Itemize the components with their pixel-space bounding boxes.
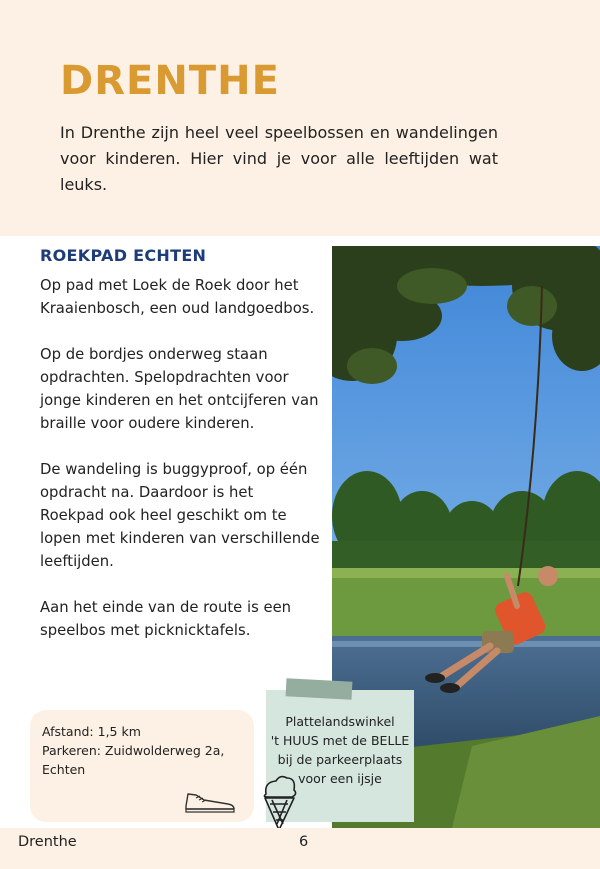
section-title: ROEKPAD ECHTEN	[40, 246, 207, 265]
section-body	[40, 274, 320, 665]
body-paragraph: Aan het einde van de route is een speelbos met picknicktafels.	[40, 599, 292, 639]
body-paragraph: De wandeling is buggyproof, op één opdracht na. Daardoor is het Roekpad ook heel geschikt om te lopen met kinderen van verschillende leeftijden.	[40, 461, 320, 570]
header-band	[0, 0, 600, 236]
info-parking: Parkeren: Zuidwolderweg 2a,	[42, 743, 225, 758]
info-place: Echten	[42, 762, 86, 777]
note-line: bij de parkeerplaats	[277, 752, 403, 767]
intro-text: In Drenthe zijn heel veel speelbossen en wandelingen voor kinderen. Hier vind je voor alle leeftijden wat leuks.	[60, 123, 498, 194]
note-line: voor een ijsje	[298, 771, 382, 786]
ice-cream-icon	[256, 772, 302, 834]
page-title: DRENTHE	[60, 58, 280, 104]
body-paragraph: Op pad met Loek de Roek door het Kraaienbosch, een oud landgoedbos.	[40, 277, 315, 317]
page-number: 6	[299, 834, 309, 850]
note-line: 't HUUS met de BELLE	[270, 733, 410, 748]
body-paragraph: Op de bordjes onderweg staan opdrachten. Spelopdrachten voor jonge kinderen en het ontcijferen van braille voor oudere kinderen.	[40, 346, 319, 432]
info-details	[42, 722, 224, 779]
footer-label: Drenthe	[18, 834, 77, 850]
note-tape	[286, 678, 353, 699]
sneaker-icon	[182, 786, 238, 814]
info-distance: Afstand: 1,5 km	[42, 724, 141, 739]
note-line: Plattelandswinkel	[285, 714, 395, 729]
